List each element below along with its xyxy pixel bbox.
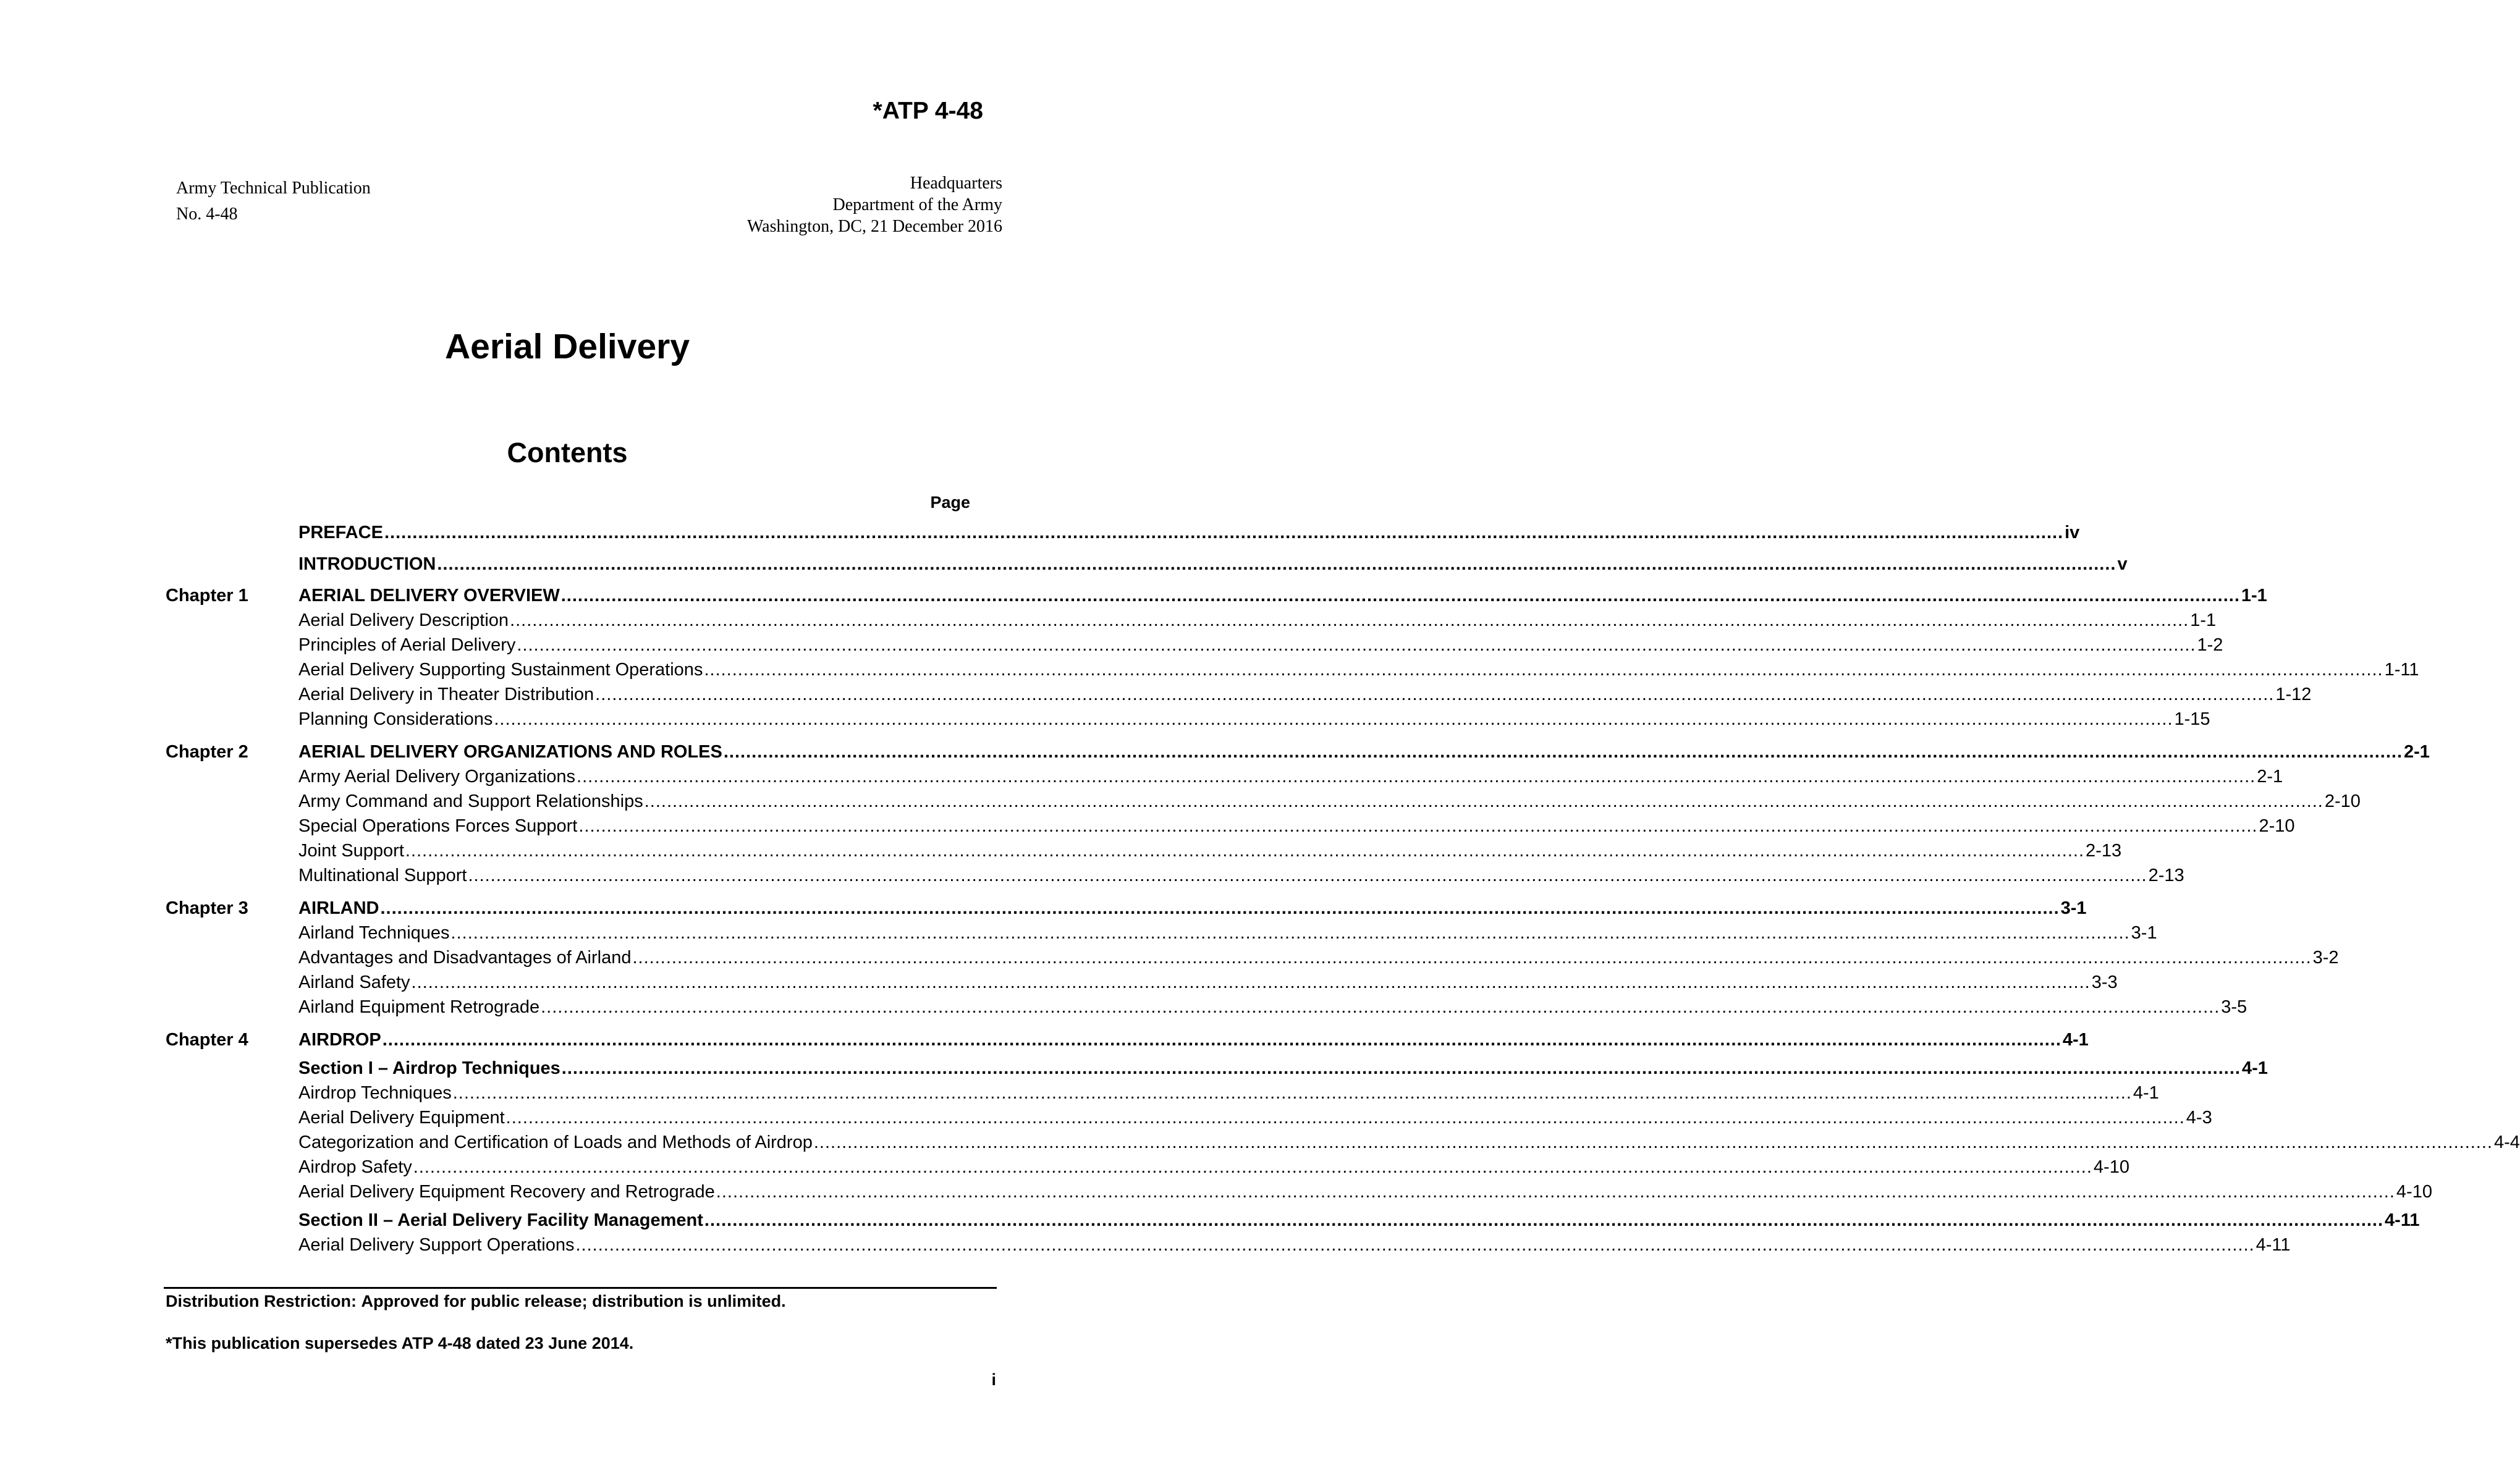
toc-entry-page: 2-13 bbox=[2148, 866, 2184, 885]
toc-entry-page: 4-10 bbox=[2093, 1157, 2129, 1177]
toc-entry-page: 2-10 bbox=[2259, 816, 2295, 836]
toc-entry-page: 4-1 bbox=[2133, 1083, 2159, 1103]
toc-entry[interactable] bbox=[298, 764, 2283, 789]
publication-header-left bbox=[176, 175, 371, 227]
toc-chapter-label: Chapter 1 bbox=[166, 586, 248, 605]
headquarters-line: Headquarters bbox=[910, 174, 1002, 193]
toc-entry[interactable] bbox=[298, 789, 2361, 814]
toc-chapter-label: Chapter 2 bbox=[166, 742, 248, 762]
document-title: Aerial Delivery bbox=[444, 327, 690, 366]
toc-entry[interactable] bbox=[298, 1105, 2212, 1130]
page-number: i bbox=[991, 1370, 996, 1389]
toc-dot-leader: ............................................................................................................................................................................................................................................................................................................ bbox=[561, 1058, 2241, 1078]
toc-entry-title: Airland Techniques bbox=[298, 923, 450, 943]
toc-entry-title: INTRODUCTION bbox=[298, 554, 436, 574]
toc-dot-leader: ............................................................................................................................................................................................................................................................................................................ bbox=[644, 791, 2323, 811]
toc-entry[interactable] bbox=[298, 740, 2430, 764]
toc-entry-title: Principles of Aerial Delivery bbox=[298, 635, 516, 655]
toc-entry-page: 1-2 bbox=[2197, 635, 2223, 655]
toc-entry-page: 1-15 bbox=[2174, 709, 2210, 729]
distribution-text: Approved for public release; distribution is unlimited. bbox=[361, 1292, 786, 1310]
toc-dot-leader: ............................................................................................................................................................................................................................................................................................................ bbox=[517, 635, 2196, 655]
distribution-label: Distribution Restriction: bbox=[166, 1292, 357, 1310]
toc-entry-page: 4-4 bbox=[2493, 1133, 2520, 1152]
toc-entry[interactable] bbox=[298, 995, 2247, 1019]
toc-entry-page: 4-1 bbox=[2062, 1030, 2089, 1050]
toc-entry-title: AIRLAND bbox=[298, 898, 379, 918]
toc-entry-page: iv bbox=[2065, 523, 2080, 542]
toc-entry[interactable] bbox=[298, 921, 2157, 945]
publication-header-right bbox=[747, 172, 1002, 237]
toc-dot-leader: ............................................................................................................................................................................................................................................................................................................ bbox=[541, 997, 2220, 1017]
toc-dot-leader: ............................................................................................................................................................................................................................................................................................................ bbox=[437, 554, 2116, 574]
toc-entry[interactable] bbox=[298, 552, 2128, 576]
toc-entry[interactable] bbox=[298, 1155, 2129, 1179]
toc-dot-leader: ............................................................................................................................................................................................................................................................................................................ bbox=[380, 898, 2060, 918]
toc-dot-leader: ............................................................................................................................................................................................................................................................................................................ bbox=[405, 841, 2085, 861]
toc-entry-page: 3-5 bbox=[2221, 997, 2247, 1017]
toc-entry-title: AERIAL DELIVERY OVERVIEW bbox=[298, 586, 560, 605]
toc-entry[interactable] bbox=[298, 814, 2295, 838]
toc-entry-title: Planning Considerations bbox=[298, 709, 493, 729]
toc-dot-leader: ............................................................................................................................................................................................................................................................................................................ bbox=[578, 816, 2258, 836]
toc-entry[interactable] bbox=[298, 1027, 2089, 1052]
toc-entry-title: Aerial Delivery in Theater Distribution bbox=[298, 685, 594, 704]
toc-entry[interactable] bbox=[298, 970, 2118, 995]
toc-dot-leader: ............................................................................................................................................................................................................................................................................................................ bbox=[452, 1083, 2132, 1103]
toc-entry[interactable] bbox=[298, 1130, 2520, 1155]
department-line: Department of the Army bbox=[832, 195, 1002, 214]
toc-entry[interactable] bbox=[298, 1179, 2432, 1204]
toc-dot-leader: ............................................................................................................................................................................................................................................................................................................ bbox=[560, 586, 2240, 605]
toc-dot-leader: ............................................................................................................................................................................................................................................................................................................ bbox=[510, 610, 2189, 630]
toc-entry-title: Section II – Aerial Delivery Facility Management bbox=[298, 1210, 703, 1230]
toc-entry-title: Airland Safety bbox=[298, 972, 410, 992]
toc-dot-leader: ............................................................................................................................................................................................................................................................................................................ bbox=[723, 742, 2403, 762]
toc-entry-title: AERIAL DELIVERY ORGANIZATIONS AND ROLES bbox=[298, 742, 722, 762]
toc-dot-leader: ............................................................................................................................................................................................................................................................................................................ bbox=[413, 1157, 2092, 1177]
toc-entry-page: 1-1 bbox=[2190, 610, 2217, 630]
toc-entry[interactable] bbox=[298, 1233, 2291, 1257]
contents-heading: Contents bbox=[507, 437, 628, 468]
toc-dot-leader: ............................................................................................................................................................................................................................................................................................................ bbox=[595, 685, 2275, 704]
toc-entry-page: 4-1 bbox=[2241, 1058, 2268, 1078]
distribution-restriction bbox=[166, 1289, 786, 1314]
toc-entry[interactable] bbox=[298, 608, 2217, 633]
toc-entry-title: Airdrop Techniques bbox=[298, 1083, 452, 1103]
toc-dot-leader: ............................................................................................................................................................................................................................................................................................................ bbox=[575, 1235, 2255, 1255]
toc-entry[interactable] bbox=[298, 838, 2122, 863]
toc-dot-leader: ............................................................................................................................................................................................................................................................................................................ bbox=[632, 948, 2312, 968]
toc-entry-page: 3-3 bbox=[2091, 972, 2118, 992]
publication-number: No. 4-48 bbox=[176, 205, 238, 224]
toc-entry-title: Army Aerial Delivery Organizations bbox=[298, 767, 576, 787]
toc-dot-leader: ............................................................................................................................................................................................................................................................................................................ bbox=[382, 1030, 2061, 1050]
toc-entry-title: Aerial Delivery Description bbox=[298, 610, 509, 630]
supersedes-note: *This publication supersedes ATP 4-48 dated 23 June 2014. bbox=[166, 1334, 634, 1352]
toc-entry-title: AIRDROP bbox=[298, 1030, 381, 1050]
toc-entry[interactable] bbox=[298, 707, 2210, 732]
toc-entry[interactable] bbox=[298, 657, 2419, 682]
toc-entry-title: Airdrop Safety bbox=[298, 1157, 412, 1177]
toc-entry[interactable] bbox=[298, 863, 2184, 888]
toc-dot-leader: ............................................................................................................................................................................................................................................................................................................ bbox=[704, 1210, 2384, 1230]
toc-entry-page: 3-1 bbox=[2060, 898, 2087, 918]
toc-dot-leader: ............................................................................................................................................................................................................................................................................................................ bbox=[577, 767, 2256, 787]
publication-id: *ATP 4-48 bbox=[873, 98, 983, 124]
toc-entry-page: 4-11 bbox=[2385, 1210, 2420, 1230]
toc-entry-title: Joint Support bbox=[298, 841, 404, 861]
toc-entry-page: 2-1 bbox=[2257, 767, 2283, 787]
toc-entry[interactable] bbox=[298, 1056, 2268, 1081]
toc-entry-page: 4-3 bbox=[2186, 1108, 2212, 1128]
toc-entry-page: 4-10 bbox=[2396, 1182, 2432, 1202]
toc-entry-title: Aerial Delivery Support Operations bbox=[298, 1235, 575, 1255]
page-column-label: Page bbox=[930, 493, 970, 512]
toc-dot-leader: ............................................................................................................................................................................................................................................................................................................ bbox=[450, 923, 2130, 943]
toc-entry[interactable] bbox=[298, 1081, 2159, 1105]
toc-entry-page: 1-11 bbox=[2384, 660, 2419, 680]
toc-entry-page: 3-2 bbox=[2312, 948, 2339, 968]
toc-entry-title: Multinational Support bbox=[298, 866, 467, 885]
toc-entry-title: Airland Equipment Retrograde bbox=[298, 997, 540, 1017]
toc-entry-page: 1-12 bbox=[2275, 685, 2312, 704]
toc-entry[interactable] bbox=[298, 896, 2087, 921]
toc-entry-page: 2-1 bbox=[2404, 742, 2430, 762]
location-date-line: Washington, DC, 21 December 2016 bbox=[747, 217, 1002, 236]
toc-chapter-label: Chapter 4 bbox=[166, 1030, 248, 1050]
toc-entry-page: 3-1 bbox=[2131, 923, 2157, 943]
toc-dot-leader: ............................................................................................................................................................................................................................................................................................................ bbox=[411, 972, 2091, 992]
toc-entry[interactable] bbox=[298, 682, 2312, 707]
toc-entry-title: Categorization and Certification of Loads and Methods of Airdrop bbox=[298, 1133, 813, 1152]
toc-entry-title: Aerial Delivery Equipment Recovery and Retrograde bbox=[298, 1182, 715, 1202]
toc-entry-title: Army Command and Support Relationships bbox=[298, 791, 643, 811]
toc-entry[interactable] bbox=[298, 1208, 2420, 1233]
toc-entry-title: PREFACE bbox=[298, 523, 383, 542]
toc-dot-leader: ............................................................................................................................................................................................................................................................................................................ bbox=[704, 660, 2383, 680]
toc-dot-leader: ............................................................................................................................................................................................................................................................................................................ bbox=[494, 709, 2173, 729]
toc-entry[interactable] bbox=[298, 520, 2080, 545]
toc-entry-title: Special Operations Forces Support bbox=[298, 816, 578, 836]
toc-dot-leader: ............................................................................................................................................................................................................................................................................................................ bbox=[468, 866, 2147, 885]
toc-chapter-label: Chapter 3 bbox=[166, 898, 248, 918]
toc-entry-title: Aerial Delivery Equipment bbox=[298, 1108, 505, 1128]
toc-entry-title: Section I – Airdrop Techniques bbox=[298, 1058, 560, 1078]
toc-dot-leader: ............................................................................................................................................................................................................................................................................................................ bbox=[384, 523, 2064, 542]
toc-entry-page: v bbox=[2117, 554, 2128, 574]
toc-entry-page: 2-13 bbox=[2086, 841, 2122, 861]
toc-dot-leader: ............................................................................................................................................................................................................................................................................................................ bbox=[716, 1182, 2395, 1202]
toc-entry-page: 2-10 bbox=[2324, 791, 2361, 811]
toc-dot-leader: ............................................................................................................................................................................................................................................................................................................ bbox=[813, 1133, 2493, 1152]
toc-entry-title: Advantages and Disadvantages of Airland bbox=[298, 948, 632, 968]
toc-entry-title: Aerial Delivery Supporting Sustainment Operations bbox=[298, 660, 703, 680]
toc-dot-leader: ............................................................................................................................................................................................................................................................................................................ bbox=[505, 1108, 2185, 1128]
toc-entry-page: 4-11 bbox=[2256, 1235, 2291, 1255]
toc-entry[interactable] bbox=[298, 583, 2267, 608]
toc-entry[interactable] bbox=[298, 945, 2339, 970]
publication-type: Army Technical Publication bbox=[176, 179, 371, 198]
toc-entry-page: 1-1 bbox=[2241, 586, 2267, 605]
toc-entry[interactable] bbox=[298, 633, 2223, 657]
